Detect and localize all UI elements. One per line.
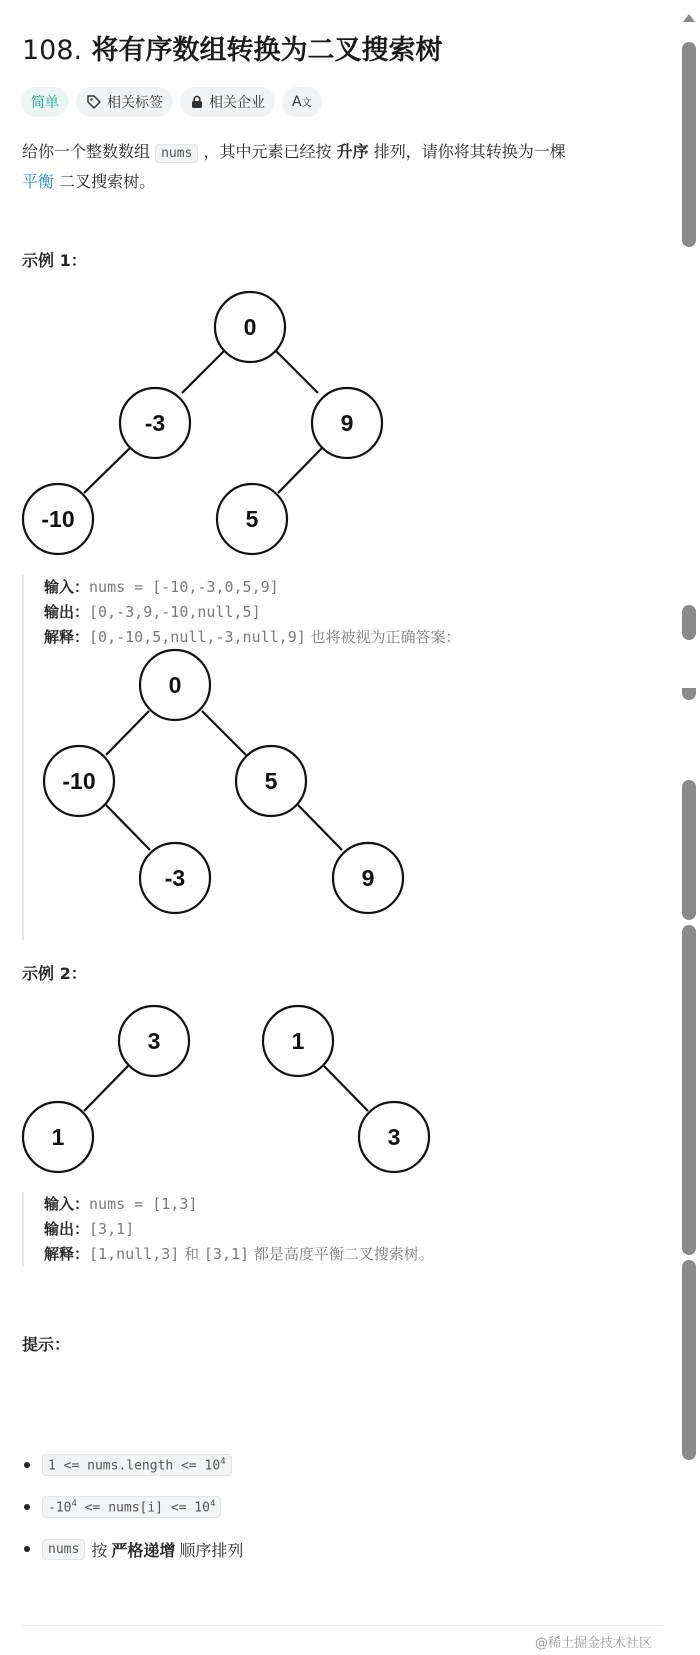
bold-term: 升序	[336, 142, 369, 161]
related-tags-button[interactable]	[76, 87, 173, 117]
example2-tree-image	[0, 1000, 450, 1185]
tree-node: 0	[168, 672, 182, 698]
translate-icon: A文	[292, 94, 312, 110]
problem-description: 给你一个整数数组 nums ，其中元素已经按 升序 排列，请你将其转换为一棵 平衡 二叉搜索树。	[22, 142, 566, 191]
scrollbar[interactable]	[676, 0, 700, 1655]
related-tags-label: 相关标签	[107, 95, 163, 111]
list-item: 1 <= nums.length <= $10^4$	[22, 1444, 243, 1486]
tree-node: 9	[361, 865, 375, 891]
example1-explain-code: [0,-10,5,null,-3,null,9]	[89, 628, 306, 646]
watermark: @稀土掘金技术社区	[534, 1636, 652, 1651]
tree-node: -10	[41, 506, 75, 532]
scrollbar-thumb[interactable]	[682, 605, 696, 640]
example2-output: [3,1]	[89, 1220, 135, 1238]
tree-node: 9	[340, 410, 354, 436]
tree-node: -3	[164, 865, 186, 891]
tree-node: 5	[245, 506, 259, 532]
balanced-link[interactable]: 平衡	[22, 172, 55, 191]
tree-node: 0	[243, 314, 257, 340]
example2-heading: 示例 2：	[22, 964, 87, 983]
example2-input: nums = [1,3]	[89, 1195, 198, 1213]
example1-tree-image	[0, 285, 400, 565]
tree-node: 1	[51, 1124, 65, 1150]
example1-block: 输入：nums = [-10,-3,0,5,9] 输出：[0,-3,9,-10,null,5] 解释：[0,-10,5,null,-3,null,9] 也将被视为正确答案：	[22, 575, 461, 940]
list-item: $-10^4$ <= nums[i] <= $10^4$	[22, 1486, 243, 1528]
tree-node: 3	[387, 1124, 401, 1150]
related-companies-button[interactable]	[180, 87, 275, 117]
example1-heading: 示例 1：	[22, 251, 87, 270]
tree-node: 3	[147, 1028, 161, 1054]
tag-icon	[86, 94, 102, 110]
scrollbar-thumb[interactable]	[682, 688, 696, 700]
page-title	[22, 28, 443, 67]
inline-code: nums	[155, 144, 198, 163]
example2-block: 输入：nums = [1,3] 输出：[3,1] 解释：[1,null,3] 和 [3,1] 都是高度平衡二叉搜索树。	[22, 1192, 434, 1267]
problem-number: 108.	[22, 35, 83, 66]
scroll-up-icon[interactable]	[683, 14, 695, 22]
tree-node: 5	[264, 768, 278, 794]
difficulty-badge[interactable]	[21, 87, 69, 117]
hints-list	[22, 1444, 243, 1570]
scrollbar-thumb[interactable]	[682, 42, 696, 247]
chip-row	[21, 87, 322, 117]
related-companies-label: 相关企业	[209, 95, 265, 111]
lock-icon	[190, 95, 204, 109]
hints-heading: 提示：	[22, 1335, 71, 1354]
example1-output: [0,-3,9,-10,null,5]	[89, 603, 261, 621]
translate-button[interactable]	[282, 87, 322, 117]
list-item: nums 按 严格递增 顺序排列	[22, 1528, 243, 1570]
scrollbar-thumb[interactable]	[682, 780, 696, 920]
example1-alt-tree-image	[22, 645, 422, 925]
tree-node: -3	[144, 410, 166, 436]
difficulty-label: 简单	[31, 95, 59, 111]
tree-node: -10	[62, 768, 96, 794]
scrollbar-thumb[interactable]	[682, 1260, 696, 1460]
example1-input: nums = [-10,-3,0,5,9]	[89, 578, 279, 596]
scrollbar-thumb[interactable]	[682, 925, 696, 1255]
divider	[22, 1625, 662, 1626]
problem-title: 将有序数组转换为二叉搜索树	[91, 35, 443, 66]
tree-node: 1	[291, 1028, 305, 1054]
